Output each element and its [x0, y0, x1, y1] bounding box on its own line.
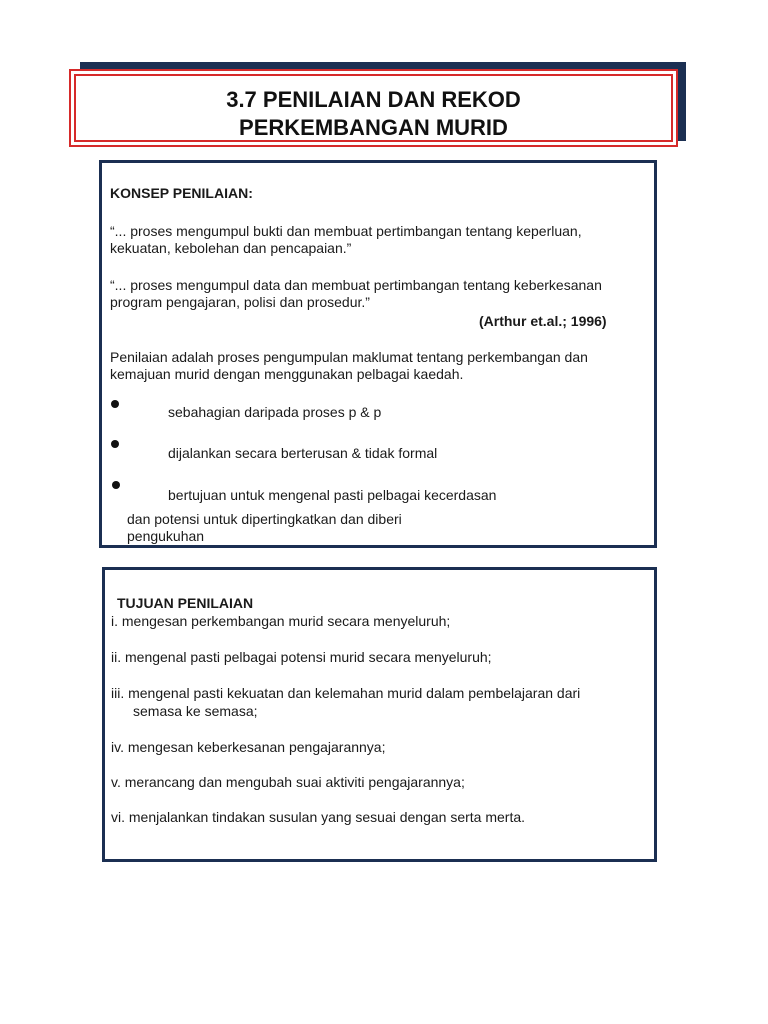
tujuan-item-3: iii. mengenal pasti kekuatan dan kelemahan murid dalam pembelajaran dari	[111, 685, 581, 701]
title-line-2: PERKEMBANGAN MURID	[239, 115, 508, 140]
definition-line-2: kemajuan murid dengan menggunakan pelbagai kaedah.	[110, 366, 464, 382]
bullet-icon	[112, 481, 120, 489]
title-frame	[69, 69, 678, 147]
bullet-item-1: sebahagian daripada proses p & p	[168, 404, 382, 420]
title-line-1: 3.7 PENILAIAN DAN REKOD	[226, 87, 521, 112]
tujuan-item-5: v. merancang dan mengubah suai aktiviti pengajarannya;	[111, 774, 465, 790]
quote-2-line-1: “... proses mengumpul data dan membuat pertimbangan tentang keberkesanan	[110, 277, 602, 293]
bullet-item-3: bertujuan untuk mengenal pasti pelbagai kecerdasan	[168, 487, 497, 503]
tujuan-item-2: ii. mengenal pasti pelbagai potensi murid secara menyeluruh;	[111, 649, 492, 665]
quote-2-line-2: program pengajaran, polisi dan prosedur.”	[110, 294, 370, 310]
tujuan-item-1: i. mengesan perkembangan murid secara menyeluruh;	[111, 613, 451, 629]
konsep-heading: KONSEP PENILAIAN:	[110, 185, 253, 201]
tujuan-heading: TUJUAN PENILAIAN	[117, 595, 254, 611]
citation: (Arthur et.al.; 1996)	[479, 313, 607, 329]
bullet-icon	[111, 440, 119, 448]
bullet-icon	[111, 400, 119, 408]
definition-line-1: Penilaian adalah proses pengumpulan maklumat tentang perkembangan dan	[110, 349, 588, 365]
bullet-item-2: dijalankan secara berterusan & tidak formal	[168, 445, 438, 461]
tujuan-item-4: iv. mengesan keberkesanan pengajarannya;	[111, 739, 386, 755]
quote-1-line-1: “... proses mengumpul bukti dan membuat pertimbangan tentang keperluan,	[110, 223, 582, 239]
bullet-item-3-cont-1: dan potensi untuk dipertingkatkan dan diberi	[127, 511, 402, 527]
quote-1-line-2: kekuatan, kebolehan dan pencapaian.”	[110, 240, 352, 256]
bullet-item-3-cont-2: pengukuhan	[127, 528, 205, 544]
tujuan-item-3-cont: semasa ke semasa;	[133, 703, 258, 719]
page-title	[74, 74, 673, 142]
tujuan-item-6: vi. menjalankan tindakan susulan yang sesuai dengan serta merta.	[111, 809, 526, 825]
